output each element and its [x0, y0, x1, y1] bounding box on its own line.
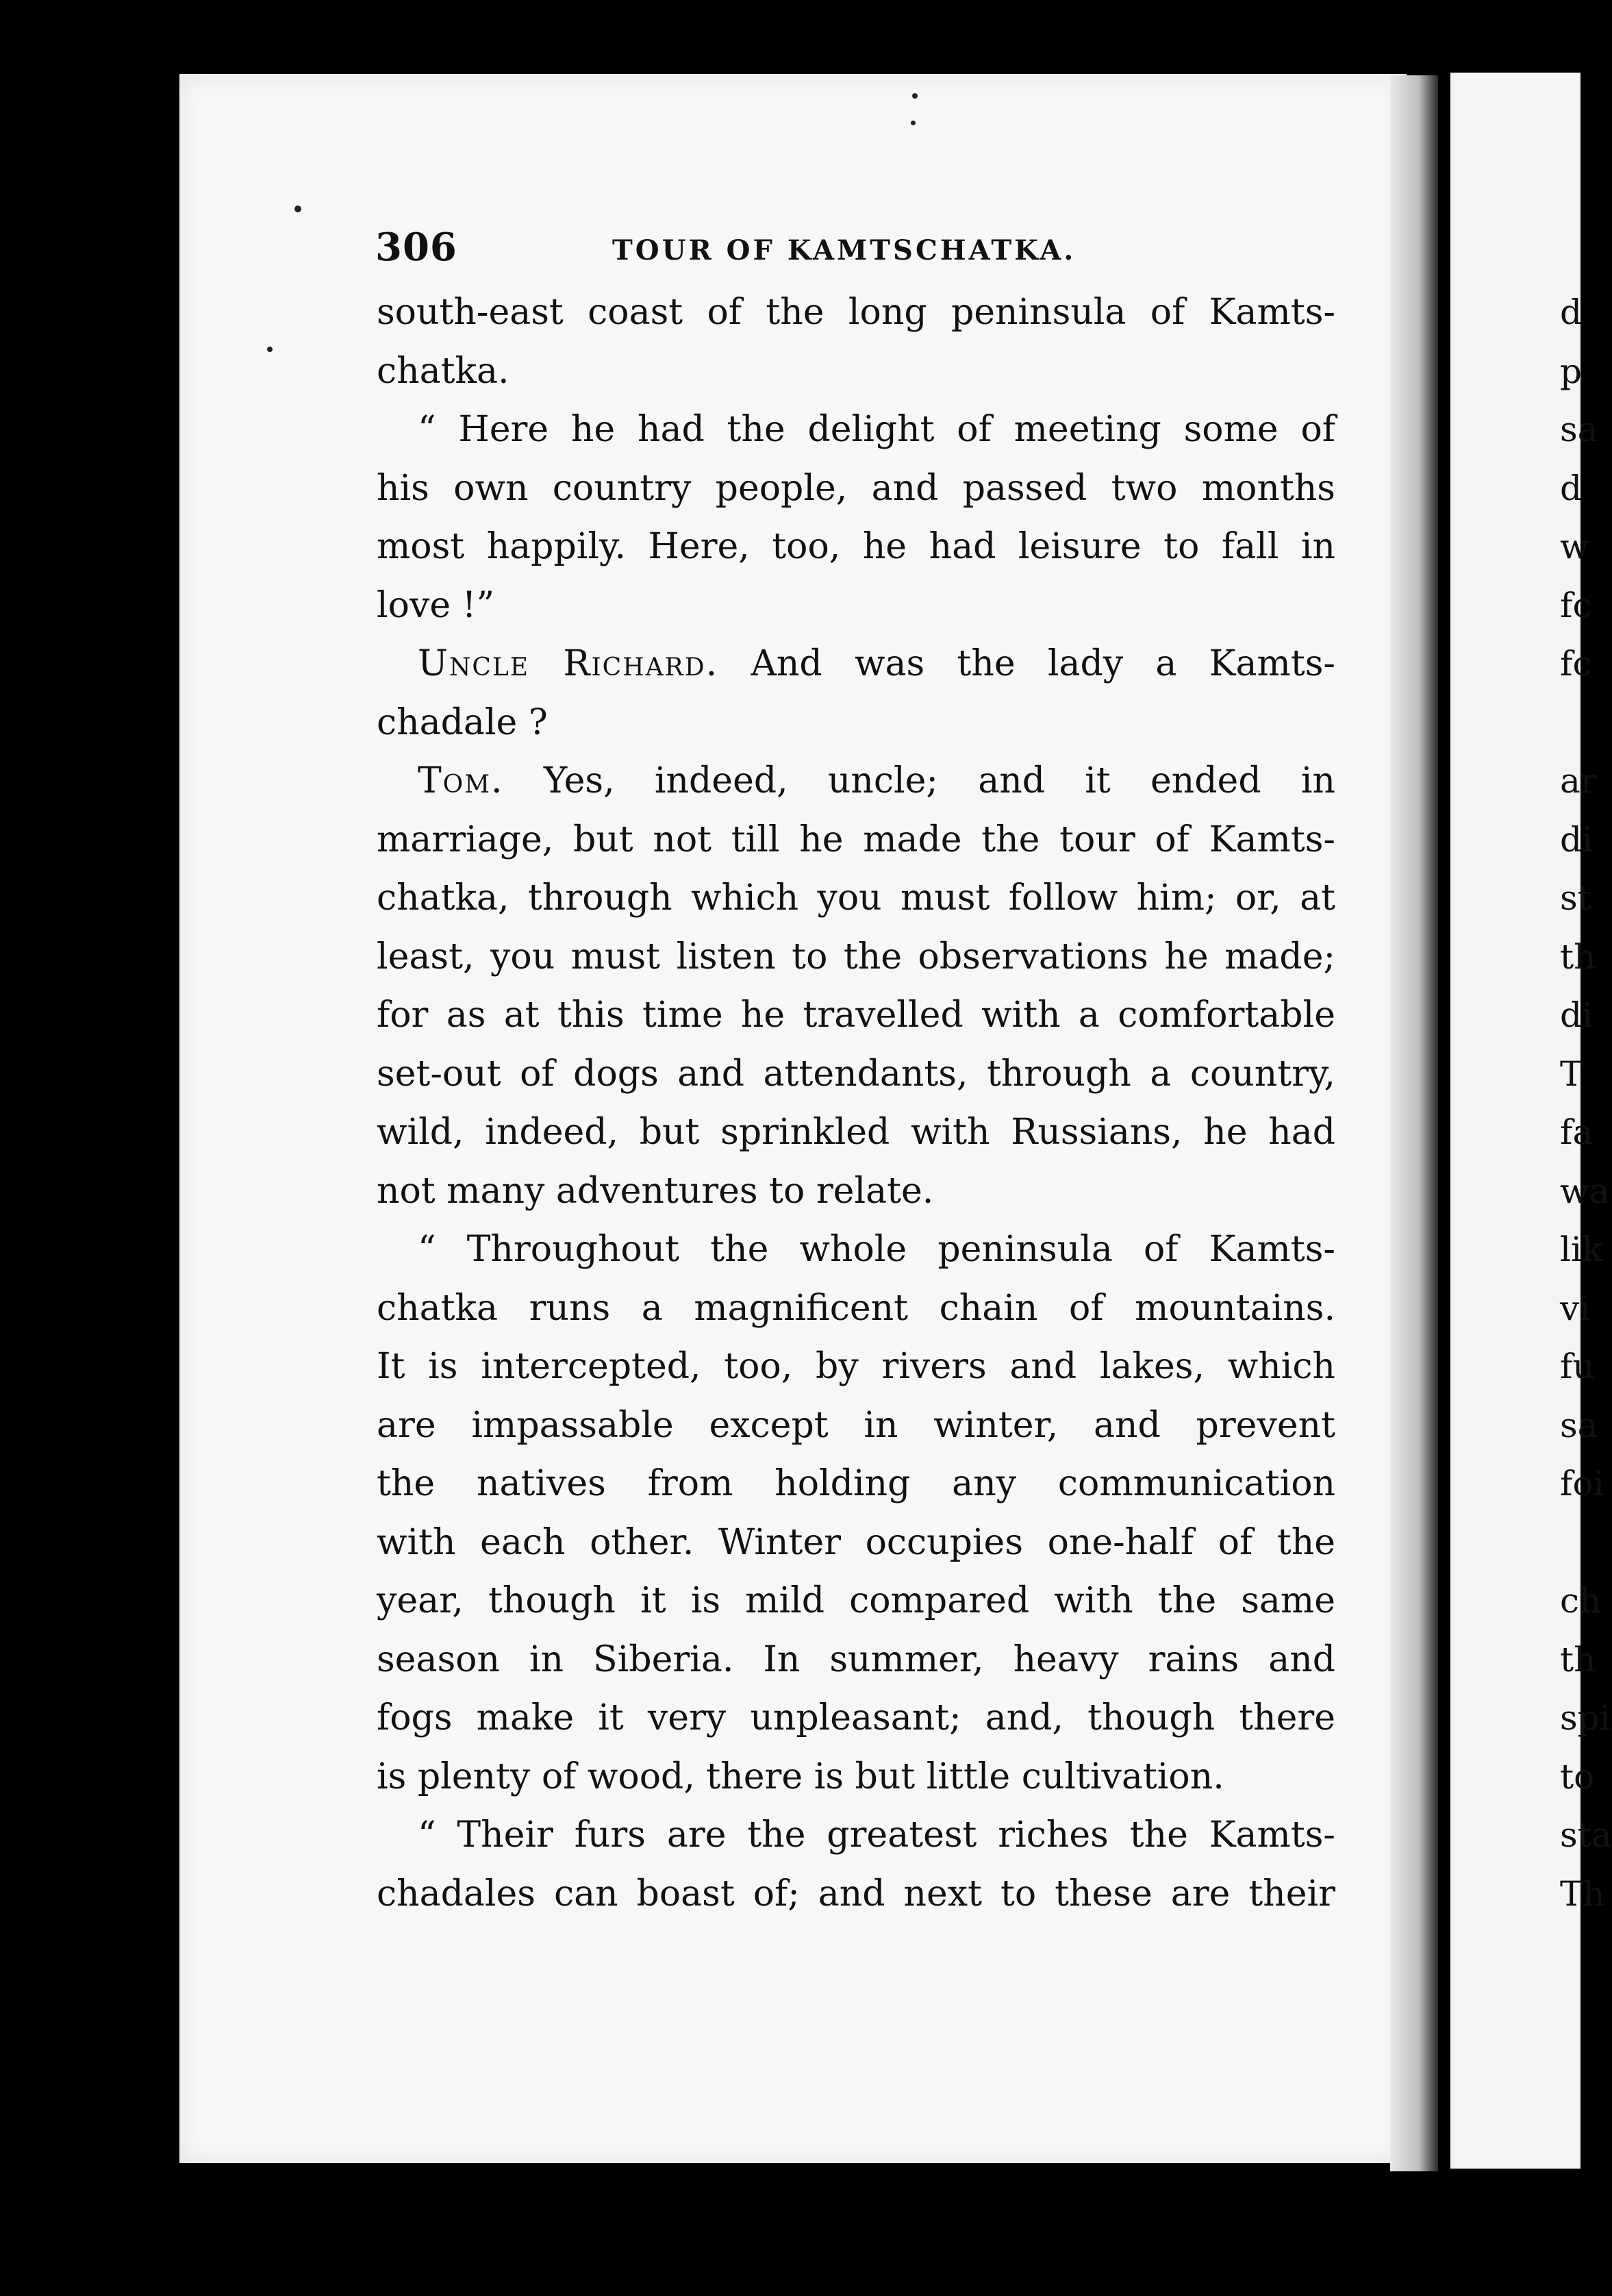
text-line: season in Siberia. In summer, heavy rains and [377, 1638, 1335, 1680]
text-line: It is intercepted, too, by rivers and lakes, which [377, 1346, 1335, 1387]
body-text [377, 284, 1335, 1923]
fragment [1560, 1514, 1601, 1573]
text-line: are impassable except in winter, and prevent [377, 1404, 1335, 1446]
speaker-text: Yes, indeed, uncle; and it ended in [503, 760, 1335, 801]
fragment: d [1560, 468, 1583, 508]
page-header [375, 225, 1334, 279]
text-line: the natives from holding any communication [377, 1463, 1335, 1504]
text-line: chatka, through which you must follow him; or, at [377, 877, 1335, 919]
text-line: is plenty of wood, there is but little cultivation. [377, 1756, 1224, 1797]
fragment: p [1560, 351, 1583, 391]
ink-speck [267, 347, 273, 352]
speaker-name: Uncle Richard. [418, 643, 719, 684]
text-line: for as at this time he travelled with a comfortable [377, 995, 1335, 1036]
ink-speck [911, 121, 916, 125]
text-line: chatka. [377, 350, 509, 392]
text-line: south-east coast of the long peninsula of Kamts- [377, 292, 1335, 333]
text-line-speaker [377, 635, 1335, 694]
fragment: ch [1560, 1581, 1602, 1621]
fragment: th [1560, 1639, 1596, 1680]
fragment: T [1560, 1053, 1583, 1094]
text-line: chatka runs a magnificent chain of mountains. [377, 1287, 1335, 1329]
text-line: “ Here he had the delight of meeting some of [418, 409, 1335, 450]
text-line: set-out of dogs and attendants, through a country, [377, 1053, 1335, 1095]
fragment: fc [1560, 644, 1592, 684]
fragment: ar [1560, 761, 1597, 801]
fragment: d [1560, 292, 1583, 332]
text-line: marriage, but not till he made the tour of Kamts- [377, 819, 1335, 860]
facing-page-fragments [1560, 284, 1612, 1923]
fragment: st [1560, 878, 1591, 918]
text-line: love !” [377, 584, 495, 626]
ink-speck [912, 93, 918, 99]
text-line: most happily. Here, too, he had leisure to fall in [377, 526, 1335, 567]
fragment: lik [1560, 1230, 1603, 1269]
speaker-name: Tom. [418, 760, 504, 801]
text-line: least, you must listen to the observations he made; [377, 936, 1335, 977]
text-line: with each other. Winter occupies one-half of the [377, 1521, 1335, 1563]
fragment: w [1560, 527, 1589, 566]
text-line-speaker [377, 752, 1335, 811]
text-line: not many adventures to relate. [377, 1170, 934, 1212]
fragment: di [1560, 995, 1593, 1035]
text-line: “ Their furs are the greatest riches the Kamts- [418, 1814, 1335, 1856]
speaker-text: And was the lady a Kamts- [718, 643, 1335, 684]
fragment: fu [1560, 1347, 1595, 1386]
page-number: 306 [375, 225, 457, 270]
fragment: spi [1560, 1698, 1611, 1738]
fragment: foi [1560, 1464, 1604, 1503]
fragment: fc [1560, 585, 1592, 625]
fragment: Th [1560, 1873, 1605, 1914]
gutter-shadow [1390, 75, 1438, 2171]
running-head: TOUR OF KAMTSCHATKA. [612, 234, 1076, 266]
ink-speck [294, 205, 301, 212]
text-line: fogs make it very unpleasant; and, though there [377, 1697, 1335, 1738]
fragment: sa [1560, 410, 1598, 449]
text-line: chadales can boast of; and next to these are their [377, 1873, 1335, 1914]
fragment: sa [1560, 1405, 1598, 1445]
text-line: chadale ? [377, 701, 548, 743]
fragment: wa [1560, 1171, 1610, 1211]
fragment: sta [1560, 1815, 1612, 1855]
text-line: “ Throughout the whole peninsula of Kamts- [418, 1229, 1335, 1270]
fragment: vi [1560, 1288, 1591, 1328]
fragment: di [1560, 819, 1593, 860]
fragment: to [1560, 1756, 1595, 1797]
text-line: year, though it is mild compared with the same [377, 1580, 1335, 1621]
fragment: th [1560, 936, 1596, 977]
text-line: wild, indeed, but sprinkled with Russians, he had [377, 1112, 1335, 1153]
fragment: fa [1560, 1112, 1594, 1152]
text-line: his own country people, and passed two months [377, 467, 1335, 509]
fragment [1560, 694, 1601, 753]
